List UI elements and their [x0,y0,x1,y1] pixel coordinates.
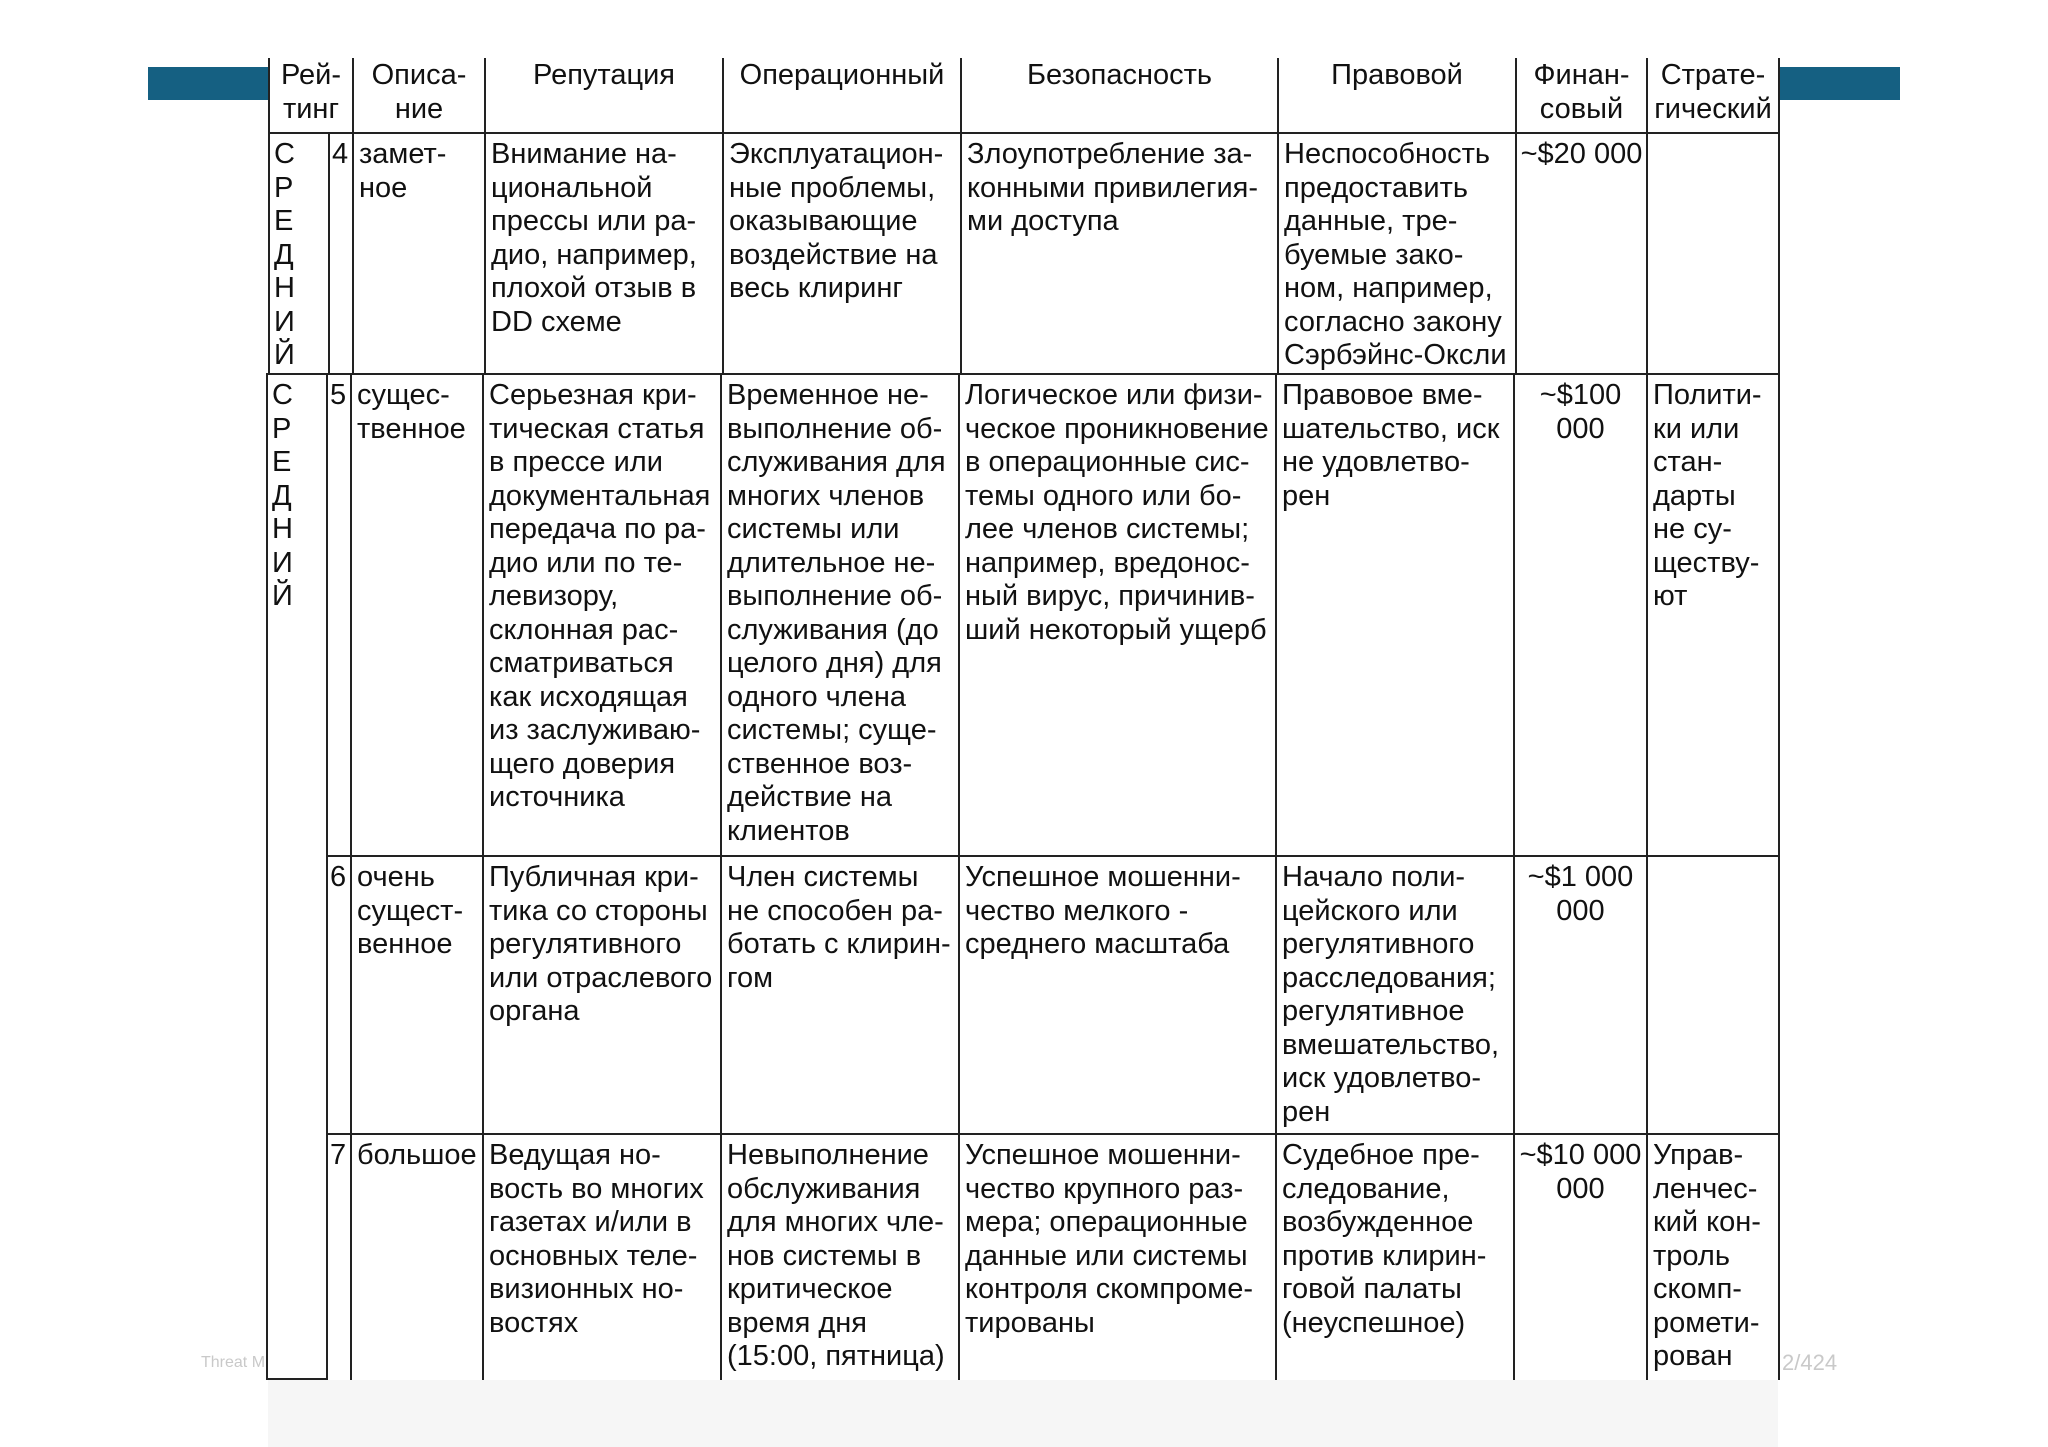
group-label: С Р Е Д Н И Й [266,373,328,1380]
group-label: С Р Е Д Н И Й [268,132,330,375]
description-cell: очень сущест- венное [350,855,484,1135]
slide-header-bar-left [148,67,268,100]
header-legal: Правовой [1277,58,1517,134]
reputation-cell: Внимание на- циональной прессы или ра- дио, например, плохой отзыв в DD схеме [484,132,724,375]
security-cell: Злоупотребление за- конными привилегия- ми доступа [960,132,1279,375]
description-cell: замет- ное [352,132,486,375]
legal-cell: Правовое вме- шательство, иск не удовлетво- рен [1275,373,1515,857]
page-bottom-area [268,1380,1778,1447]
reputation-cell: Серьезная кри- тическая статья в прессе или документальная передача по ра- дио или по те- левизору, склонная рас- сматриваться как исходящая из заслуживаю- щего доверия источника [482,373,722,857]
header-security: Безопасность [960,58,1279,134]
reputation-cell: Публичная кри- тика со стороны регулятивного или отраслевого органа [482,855,722,1135]
rating-number: 5 [326,373,352,857]
header-financial: Финан- совый [1515,58,1648,134]
financial-cell: ~$100 000 [1513,373,1648,857]
financial-cell: ~$20 000 [1515,132,1648,375]
legal-cell: Судебное пре- следование, возбужденное против клирин- говой палаты (неуспешное) [1275,1133,1515,1380]
rating-number: 7 [326,1133,352,1380]
strategic-cell [1646,132,1780,375]
footer-title: Threat M [201,1354,266,1371]
page-number: 2/424 [1782,1350,1838,1375]
security-cell: Логическое или физи- ческое проникновение в операционные сис- темы одного или бо- лее членов системы; например, вредонос- ный вирус, причинив- ший некоторый ущерб [958,373,1277,857]
security-cell: Успешное мошенни- чество крупного раз- мера; операционные данные или системы контроля скомпроме- тированы [958,1133,1277,1380]
header-rating: Рей- тинг [268,58,354,134]
reputation-cell: Ведущая но- вость во многих газетах и/или в основных теле- визионных но- востях [482,1133,722,1380]
header-description: Описа- ние [352,58,486,134]
rating-number: 6 [326,855,352,1135]
rating-number: 4 [328,132,354,375]
description-cell: большое [350,1133,484,1380]
strategic-cell: Полити- ки или стан- дарты не су- ществу- ют [1646,373,1780,857]
description-cell: сущес- твенное [350,373,484,857]
strategic-cell: Управ- ленчес- кий кон- троль скомп- ромети- рован [1646,1133,1780,1380]
header-reputation: Репутация [484,58,724,134]
financial-cell: ~$1 000 000 [1513,855,1648,1135]
operational-cell: Невыполнение обслуживания для многих чле- нов системы в критическое время дня (15:00, пятница) [720,1133,960,1380]
operational-cell: Эксплуатацион- ные проблемы, оказывающие воздействие на весь клиринг [722,132,962,375]
operational-cell: Временное не- выполнение об- служивания для многих членов системы или длительное не- выполнение об- служивания (до целого дня) для одного члена системы; суще- ственное воз- действие на клиентов [720,373,960,857]
legal-cell: Начало поли- цейского или регулятивного расследования; регулятивное вмешательство, иск удовлетво- рен [1275,855,1515,1135]
header-strategic: Страте- гический [1646,58,1780,134]
header-operational: Операционный [722,58,962,134]
financial-cell: ~$10 000 000 [1513,1133,1648,1380]
operational-cell: Член системы не способен ра- ботать с клирин- гом [720,855,960,1135]
security-cell: Успешное мошенни- чество мелкого - среднего масштаба [958,855,1277,1135]
strategic-cell [1646,855,1780,1135]
slide-header-bar-right [1778,67,1900,100]
legal-cell: Неспособность предоставить данные, тре- буемые зако- ном, например, согласно закону Сэрбэйнс-Оксли [1277,132,1517,375]
